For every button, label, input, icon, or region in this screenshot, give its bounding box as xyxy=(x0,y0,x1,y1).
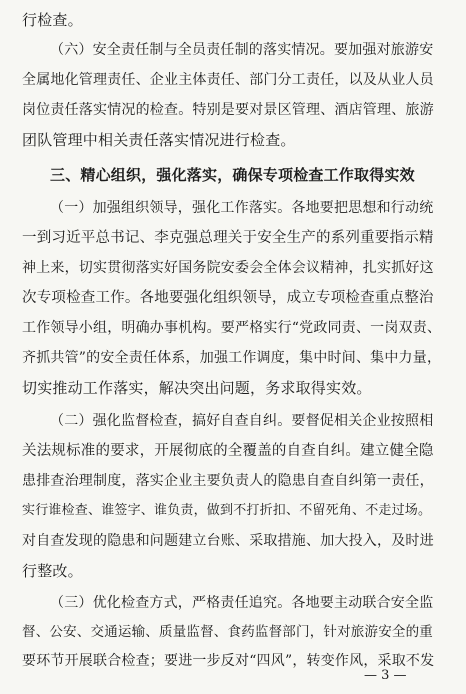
text-line-22: 要环节开展联合检查；要进一步反对“四风”，转变作风，采取不发 xyxy=(22,653,435,669)
text-line-14: （二）强化监督检查，搞好自查自纠。要督促相关企业按照相 xyxy=(50,413,434,429)
text-line-3: 全属地化管理责任、企业主体责任、部门分工责任，以及从业人员 xyxy=(22,72,434,88)
text-line-5: 团队管理中相关责任落实情况进行检查。 xyxy=(22,131,296,149)
text-line-11: 工作领导小组，明确办事机构。要严格实行“党政同责、一岗双责、 xyxy=(22,320,442,336)
text-line-2: （六）安全责任制与全员责任制的落实情况。要加强对旅游安 xyxy=(50,42,434,58)
text-line-1: 行检查。 xyxy=(22,11,83,29)
text-line-16: 患排查治理制度，落实企业主要负责人的隐患自查自纠第一责任， xyxy=(22,473,434,489)
text-line-21: 督、公安、交通运输、质量监督、食药监督部门，针对旅游安全的重 xyxy=(22,624,433,640)
text-line-17: 实行谁检查、谁签字、谁负责，做到不打折扣、不留死角、不走过场。 xyxy=(22,503,432,518)
text-line-13: 切实推动工作落实，解决突出问题，务求取得实效。 xyxy=(22,379,372,397)
text-line-8: 一到习近平总书记、李克强总理关于安全生产的系列重要指示精 xyxy=(22,230,434,246)
text-line-10: 次专项检查工作。各地要强化组织领导，成立专项检查重点整治 xyxy=(22,290,434,306)
text-line-4: 岗位责任落实情况的检查。特别是要对景区管理、酒店管理、旅游 xyxy=(22,102,434,118)
text-line-12: 齐抓共管”的安全责任体系，加强工作调度，集中时间、集中力量， xyxy=(22,350,442,366)
text-line-19: 行整改。 xyxy=(22,562,83,580)
page-number: — 3 — xyxy=(364,668,407,683)
text-line-7: （一）加强组织领导，强化工作落实。各地要把思想和行动统 xyxy=(50,200,434,216)
text-line-18: 对自查发现的隐患和问题建立台账、采取措施、加大投入，及时进 xyxy=(22,533,434,549)
text-line-9: 神上来，切实贯彻落实好国务院安委会全体会议精神，扎实抓好这 xyxy=(22,260,434,276)
section-heading-3: 三、精心组织，强化落实，确保专项检查工作取得实效 xyxy=(50,166,415,184)
text-line-20: （三）优化检查方式，严格责任追究。各地要主动联合安全监 xyxy=(50,595,434,611)
text-line-15: 关法规标准的要求，开展彻底的全覆盖的自查自纠。建立健全隐 xyxy=(22,443,434,459)
